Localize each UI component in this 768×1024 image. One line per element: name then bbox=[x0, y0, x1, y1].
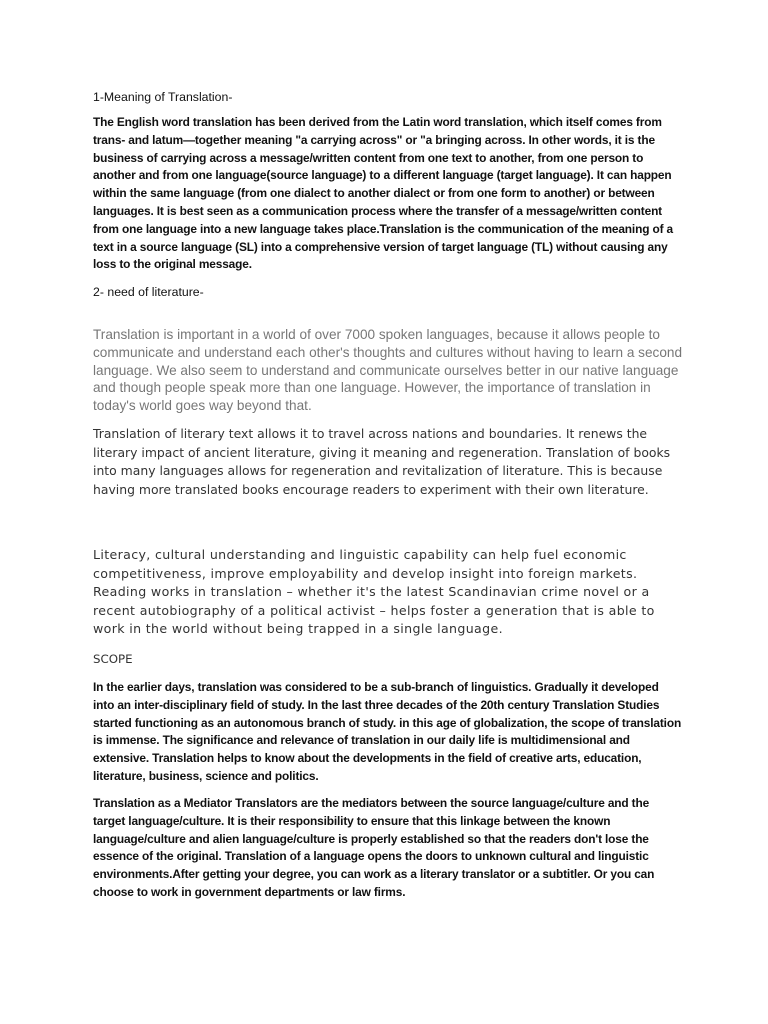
paragraph-mediator: Translation as a Mediator Translators are the mediators between the source language/culture and the target language/culture. It is their responsibility to ensure that this linkage between the known language/culture and alien language/culture is properly established so that the readers don't lose the essence of the original. Translation of a language opens the doors to unknown cultural and linguistic environments.After getting your degree, you can work as a literary translator or a subtitler. Or you can choose to work in government departments or law firms. bbox=[93, 796, 655, 899]
paragraph-importance: Translation is important in a world of over 7000 spoken languages, because it allows people to communicate and understand each other's thoughts and cultures without having to learn a second language. We also seem to understand and communicate ourselves better in our native language and though people speak more than one language. However, the importance of translation in today's world goes way beyond that. bbox=[93, 327, 683, 414]
paragraph-meaning: The English word translation has been derived from the Latin word translation, which itself comes from trans- and latum—together meaning "a carrying across" or "a bringing across. In other words, it is the business of carrying across a message/written content from one text to another, from one person to another and from one language(source language) to a different language (target language). It can happen within the same language (from one dialect to another dialect or from one form to another) or between languages. It is best seen as a communication process where the transfer of a message/written content from one language into a new language takes place.Translation is the communication of the meaning of a text in a source language (SL) into a comprehensive version of target language (TL) without causing any loss to the original message. bbox=[93, 115, 673, 272]
paragraph-literacy: Literacy, cultural understanding and linguistic capability can help fuel economic competitiveness, improve employability and develop insight into foreign markets. Reading works in translation – whether it's the latest Scandinavian crime novel or a recent autobiography of a political activist – helps foster a generation that is able to work in the world without being trapped in a single language. bbox=[93, 547, 655, 637]
section-heading-meaning: 1-Meaning of Translation- bbox=[93, 90, 233, 104]
paragraph-literary-text: Translation of literary text allows it to travel across nations and boundaries. It renews the literary impact of ancient literature, giving it meaning and regeneration. Translation of books into many languages allows for regeneration and revitalization of literature. This is because having more translated books encourage readers to experiment with their own literature. bbox=[93, 426, 671, 497]
section-heading-need: 2- need of literature- bbox=[93, 285, 204, 299]
section-heading-scope: SCOPE bbox=[93, 652, 133, 666]
paragraph-scope: In the earlier days, translation was considered to be a sub-branch of linguistics. Gradually it developed into an inter-disciplinary field of study. In the last three decades of the 20th century Translation Studies started functioning as an autonomous branch of study. in this age of globalization, the scope of translation is immense. The significance and relevance of translation in our daily life is multidimensional and extensive. Translation helps to know about the developments in the field of creative arts, education, literature, business, science and politics. bbox=[93, 680, 682, 783]
